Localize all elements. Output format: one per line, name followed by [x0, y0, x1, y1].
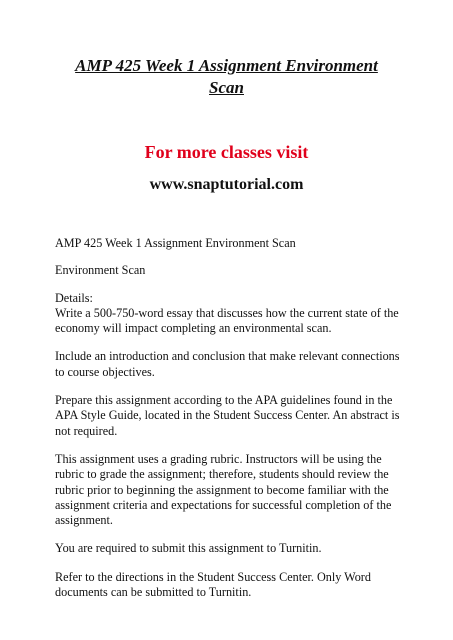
- document-title: [40, 55, 413, 99]
- body-paragraph: Write a 500-750-word essay that discusses how the current state of the economy will impact completing an environmental scan.: [55, 305, 399, 336]
- promo-text: For more classes visit: [144, 142, 309, 162]
- course-line: AMP 425 Week 1 Assignment Environment Scan: [55, 236, 296, 250]
- assignment-subtitle: Environment Scan: [55, 263, 146, 278]
- body-paragraph: You are required to submit this assignment to Turnitin.: [55, 541, 322, 556]
- body-paragraph: Include an introduction and conclusion that make relevant connections to course objectives.: [55, 349, 400, 379]
- document-body: [55, 236, 400, 613]
- details-label: Details:: [55, 290, 93, 305]
- body-paragraph: Refer to the directions in the Student Success Center. Only Word documents can be submitted to Turnitin.: [55, 569, 371, 600]
- document-title-line-2: Scan: [209, 78, 244, 97]
- body-paragraph: This assignment uses a grading rubric. Instructors will be using the rubric to grade the assignment; therefore, students should review the rubric prior to beginning the assignment to become familiar with the assignment criteria and expectations for successful completion of the assignment.: [55, 451, 392, 528]
- body-paragraph: Prepare this assignment according to the APA guidelines found in the APA Style Guide, located in the Student Success Center. An abstract is not required.: [55, 393, 400, 438]
- document-title-line-1: AMP 425 Week 1 Assignment Environment: [75, 56, 378, 75]
- website-link[interactable]: www.snaptutorial.com: [149, 176, 304, 193]
